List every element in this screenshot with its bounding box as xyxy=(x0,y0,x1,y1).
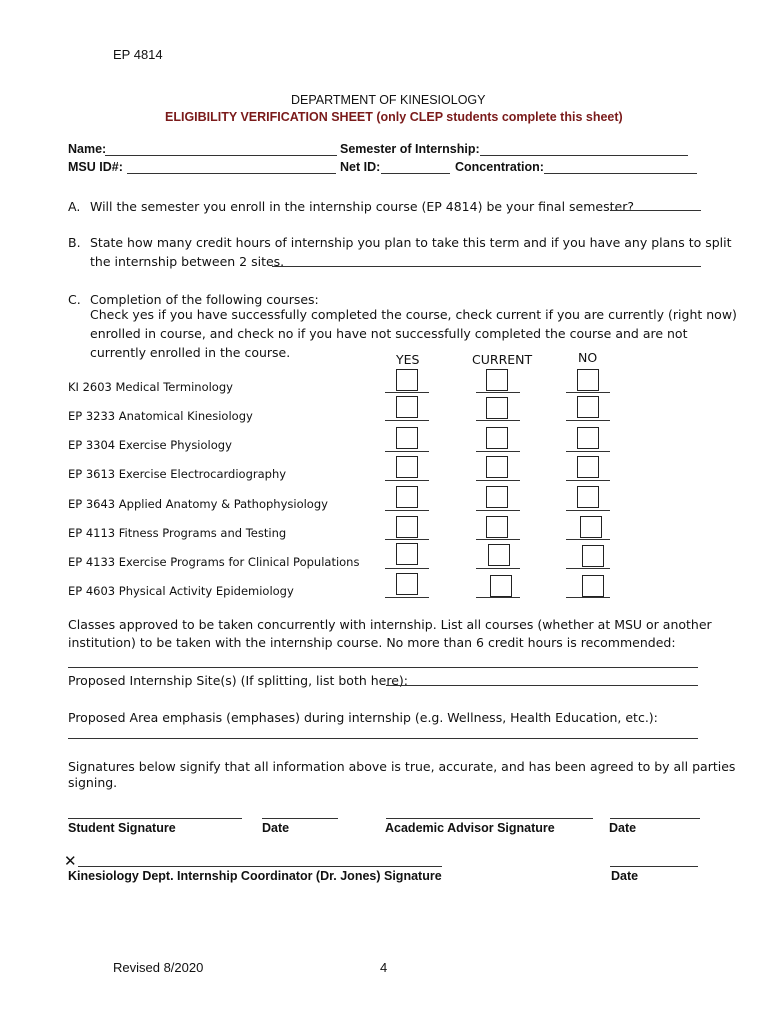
page-number: 4 xyxy=(380,960,388,975)
no-checkbox[interactable] xyxy=(582,545,604,567)
date-label: Date xyxy=(609,821,637,835)
site-answer[interactable] xyxy=(386,685,698,686)
course-label: KI 2603 Medical Terminology xyxy=(68,380,233,394)
date-line[interactable] xyxy=(610,818,700,819)
current-checkbox[interactable] xyxy=(488,544,510,566)
question-a-text: Will the semester you enroll in the internship course (EP 4814) be your final semester? xyxy=(90,199,634,214)
checkbox-underline xyxy=(385,510,429,511)
current-checkbox[interactable] xyxy=(486,427,508,449)
current-checkbox[interactable] xyxy=(486,397,508,419)
checkbox-underline xyxy=(385,451,429,452)
concentration-field[interactable] xyxy=(544,173,697,174)
question-c-line3: enrolled in course, and check no if you have not successfully completed the course and are not xyxy=(90,326,688,341)
checkbox-underline xyxy=(385,568,429,569)
advisor-signature-line[interactable] xyxy=(386,818,593,819)
date-line[interactable] xyxy=(610,866,698,867)
course-label: EP 4133 Exercise Programs for Clinical Populations xyxy=(68,555,360,569)
net-id-label: Net ID: xyxy=(340,160,381,174)
checkbox-underline xyxy=(476,451,520,452)
question-c-line1: Completion of the following courses: xyxy=(90,292,319,307)
question-c-line2: Check yes if you have successfully completed the course, check current if you are currently (right now) xyxy=(90,307,737,322)
question-b-answer[interactable] xyxy=(272,266,701,267)
checkbox-underline xyxy=(566,510,610,511)
checkbox-underline xyxy=(385,420,429,421)
checkbox-underline xyxy=(566,568,610,569)
checkbox-underline xyxy=(385,539,429,540)
revised-date: Revised 8/2020 xyxy=(113,960,204,975)
date-label: Date xyxy=(262,821,290,835)
concentration-label: Concentration: xyxy=(455,160,544,174)
concurrent-answer[interactable] xyxy=(68,667,698,668)
yes-checkbox[interactable] xyxy=(396,369,418,391)
no-checkbox[interactable] xyxy=(580,516,602,538)
signatures-note-line1: Signatures below signify that all information above is true, accurate, and has been agreed to by all parties xyxy=(68,759,736,774)
emphasis-label: Proposed Area emphasis (emphases) during internship (e.g. Wellness, Health Education, etc.): xyxy=(68,710,658,725)
course-label: EP 4603 Physical Activity Epidemiology xyxy=(68,584,294,598)
concurrent-line1: Classes approved to be taken concurrently with internship. List all courses (whether at MSU or another xyxy=(68,617,712,632)
course-label: EP 3613 Exercise Electrocardiography xyxy=(68,467,287,481)
coordinator-signature-label: Kinesiology Dept. Internship Coordinator (Dr. Jones) Signature xyxy=(68,869,442,883)
msu-id-label: MSU ID#: xyxy=(68,160,123,174)
current-checkbox[interactable] xyxy=(486,456,508,478)
checkbox-underline xyxy=(566,392,610,393)
checkbox-underline xyxy=(476,392,520,393)
current-checkbox[interactable] xyxy=(486,516,508,538)
course-label: EP 3643 Applied Anatomy & Pathophysiology xyxy=(68,497,328,511)
checkbox-underline xyxy=(385,597,429,598)
checkbox-underline xyxy=(476,480,520,481)
current-checkbox[interactable] xyxy=(486,369,508,391)
question-c-line4: currently enrolled in the course. xyxy=(90,345,291,360)
yes-checkbox[interactable] xyxy=(396,486,418,508)
no-checkbox[interactable] xyxy=(577,427,599,449)
checkbox-underline xyxy=(566,597,610,598)
checkbox-underline xyxy=(566,539,610,540)
checkbox-underline xyxy=(476,568,520,569)
no-checkbox[interactable] xyxy=(577,456,599,478)
yes-checkbox[interactable] xyxy=(396,516,418,538)
checkbox-underline xyxy=(476,539,520,540)
no-checkbox[interactable] xyxy=(582,575,604,597)
semester-label: Semester of Internship: xyxy=(340,142,480,156)
question-b-line1: State how many credit hours of internship you plan to take this term and if you have any plans to split xyxy=(90,235,732,250)
question-b-line2: the internship between 2 sites. xyxy=(90,254,285,269)
checkbox-underline xyxy=(566,451,610,452)
checkbox-underline xyxy=(566,420,610,421)
question-a-answer[interactable] xyxy=(610,210,701,211)
question-a-label: A. xyxy=(68,199,81,214)
student-signature-line[interactable] xyxy=(68,818,242,819)
name-label: Name: xyxy=(68,142,107,156)
department-title: DEPARTMENT OF KINESIOLOGY xyxy=(291,93,486,107)
question-c-label: C. xyxy=(68,292,81,307)
checkbox-underline xyxy=(385,392,429,393)
checkbox-underline xyxy=(566,480,610,481)
emphasis-answer[interactable] xyxy=(68,738,698,739)
course-label: EP 4113 Fitness Programs and Testing xyxy=(68,526,287,540)
site-label: Proposed Internship Site(s) (If splitting, list both here): xyxy=(68,673,408,688)
current-checkbox[interactable] xyxy=(486,486,508,508)
yes-checkbox[interactable] xyxy=(396,573,418,595)
column-current: CURRENT xyxy=(472,352,533,367)
checkbox-underline xyxy=(476,597,520,598)
semester-field[interactable] xyxy=(480,155,688,156)
date-line[interactable] xyxy=(262,818,338,819)
net-id-field[interactable] xyxy=(381,173,450,174)
course-label: EP 3233 Anatomical Kinesiology xyxy=(68,409,253,423)
coordinator-signature-line[interactable] xyxy=(78,866,442,867)
checkbox-underline xyxy=(476,510,520,511)
document-id: EP 4814 xyxy=(113,47,163,62)
signatures-note-line2: signing. xyxy=(68,775,118,790)
current-checkbox[interactable] xyxy=(490,575,512,597)
yes-checkbox[interactable] xyxy=(396,543,418,565)
yes-checkbox[interactable] xyxy=(396,456,418,478)
no-checkbox[interactable] xyxy=(577,486,599,508)
yes-checkbox[interactable] xyxy=(396,396,418,418)
student-signature-label: Student Signature xyxy=(68,821,176,835)
checkbox-underline xyxy=(476,420,520,421)
x-mark-icon: ✕ xyxy=(64,852,77,870)
no-checkbox[interactable] xyxy=(577,396,599,418)
yes-checkbox[interactable] xyxy=(396,427,418,449)
concurrent-line2: institution) to be taken with the internship course. No more than 6 credit hours is recommended: xyxy=(68,635,676,650)
name-field[interactable] xyxy=(105,155,337,156)
msu-id-field[interactable] xyxy=(127,173,336,174)
date-label: Date xyxy=(611,869,639,883)
checkbox-underline xyxy=(385,480,429,481)
advisor-signature-label: Academic Advisor Signature xyxy=(385,821,555,835)
column-yes: YES xyxy=(396,352,420,367)
sheet-subtitle: ELIGIBILITY VERIFICATION SHEET (only CLEP students complete this sheet) xyxy=(165,110,623,124)
course-label: EP 3304 Exercise Physiology xyxy=(68,438,232,452)
column-no: NO xyxy=(578,350,598,365)
no-checkbox[interactable] xyxy=(577,369,599,391)
question-b-label: B. xyxy=(68,235,81,250)
